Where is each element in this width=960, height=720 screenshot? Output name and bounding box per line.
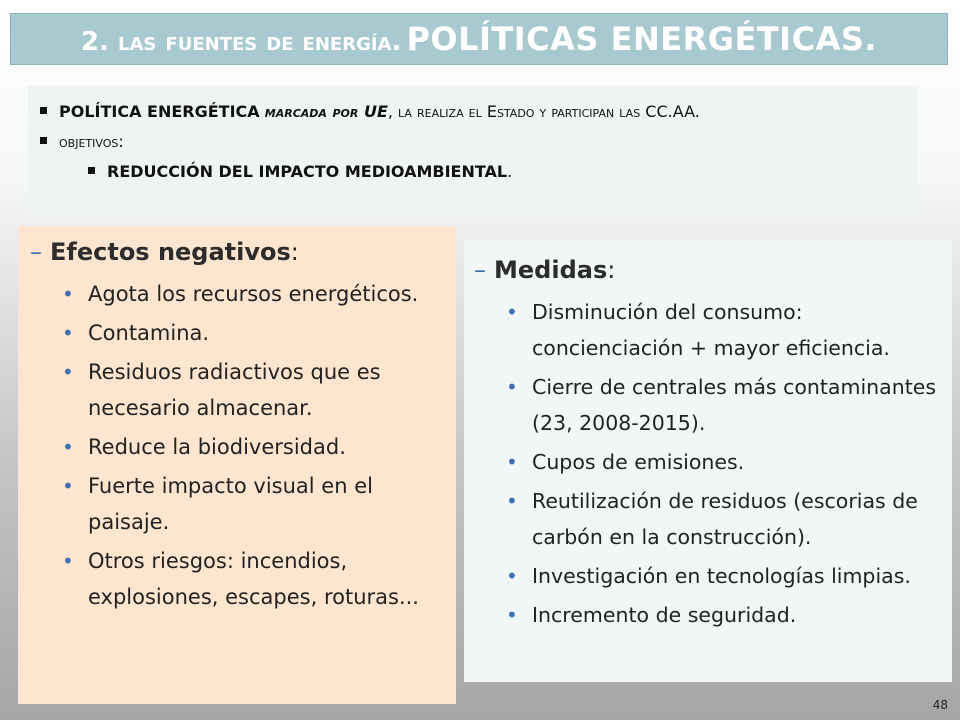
list-item: • Disminución del consumo: concienciación + mayor eficiencia. bbox=[474, 294, 942, 366]
list-item: • Incremento de seguridad. bbox=[474, 597, 942, 633]
title-topic: POLÍTICAS ENERGÉTICAS. bbox=[406, 20, 878, 58]
reduction-bold: REDUCCIÓN DEL IMPACTO MEDIOAMBIENTAL bbox=[107, 162, 508, 181]
measures-title: Medidas bbox=[494, 256, 608, 284]
list-item: • Otros riesgos: incendios, explosiones, escapes, roturas... bbox=[30, 543, 444, 615]
list-item: • Investigación en tecnologías limpias. bbox=[474, 558, 942, 594]
square-bullet-icon bbox=[40, 137, 47, 144]
intro-box bbox=[28, 86, 918, 214]
dash-icon: – bbox=[30, 238, 42, 266]
measures-list bbox=[474, 294, 942, 633]
list-item: • Cierre de centrales más contaminantes (23, 2008-2015). bbox=[474, 369, 942, 441]
list-item: • Agota los recursos energéticos. bbox=[30, 276, 444, 312]
list-item: • Fuerte impacto visual en el paisaje. bbox=[30, 468, 444, 540]
dash-icon: – bbox=[474, 256, 486, 284]
heading-colon: : bbox=[290, 238, 299, 266]
title-section: 2. las fuentes de energía. bbox=[80, 27, 402, 57]
objectives-label: objetivos: bbox=[59, 132, 124, 151]
negative-effects-title: Efectos negativos bbox=[50, 238, 291, 266]
policy-italic: marcada por UE bbox=[264, 102, 388, 121]
intro-line-policy bbox=[40, 98, 906, 126]
page-number: 48 bbox=[932, 698, 948, 712]
intro-line-reduction bbox=[88, 158, 906, 186]
slide-title bbox=[10, 13, 948, 65]
policy-rest: , la realiza el Estado y participan las CC.AA. bbox=[387, 102, 700, 121]
negative-effects-list bbox=[30, 276, 444, 615]
measures-heading bbox=[474, 254, 942, 286]
square-bullet-icon bbox=[40, 107, 47, 114]
negative-effects-heading bbox=[30, 236, 444, 268]
negative-effects-panel bbox=[18, 226, 456, 704]
list-item: • Residuos radiactivos que es necesario almacenar. bbox=[30, 354, 444, 426]
measures-panel bbox=[464, 240, 952, 682]
list-item: • Contamina. bbox=[30, 315, 444, 351]
heading-colon: : bbox=[607, 256, 616, 284]
square-bullet-icon bbox=[88, 167, 95, 174]
list-item: • Reutilización de residuos (escorias de carbón en la construcción). bbox=[474, 483, 942, 555]
intro-line-objectives bbox=[40, 128, 906, 156]
list-item: • Cupos de emisiones. bbox=[474, 444, 942, 480]
list-item: • Reduce la biodiversidad. bbox=[30, 429, 444, 465]
reduction-end: . bbox=[507, 162, 513, 181]
policy-bold: POLÍTICA ENERGÉTICA bbox=[59, 102, 260, 121]
